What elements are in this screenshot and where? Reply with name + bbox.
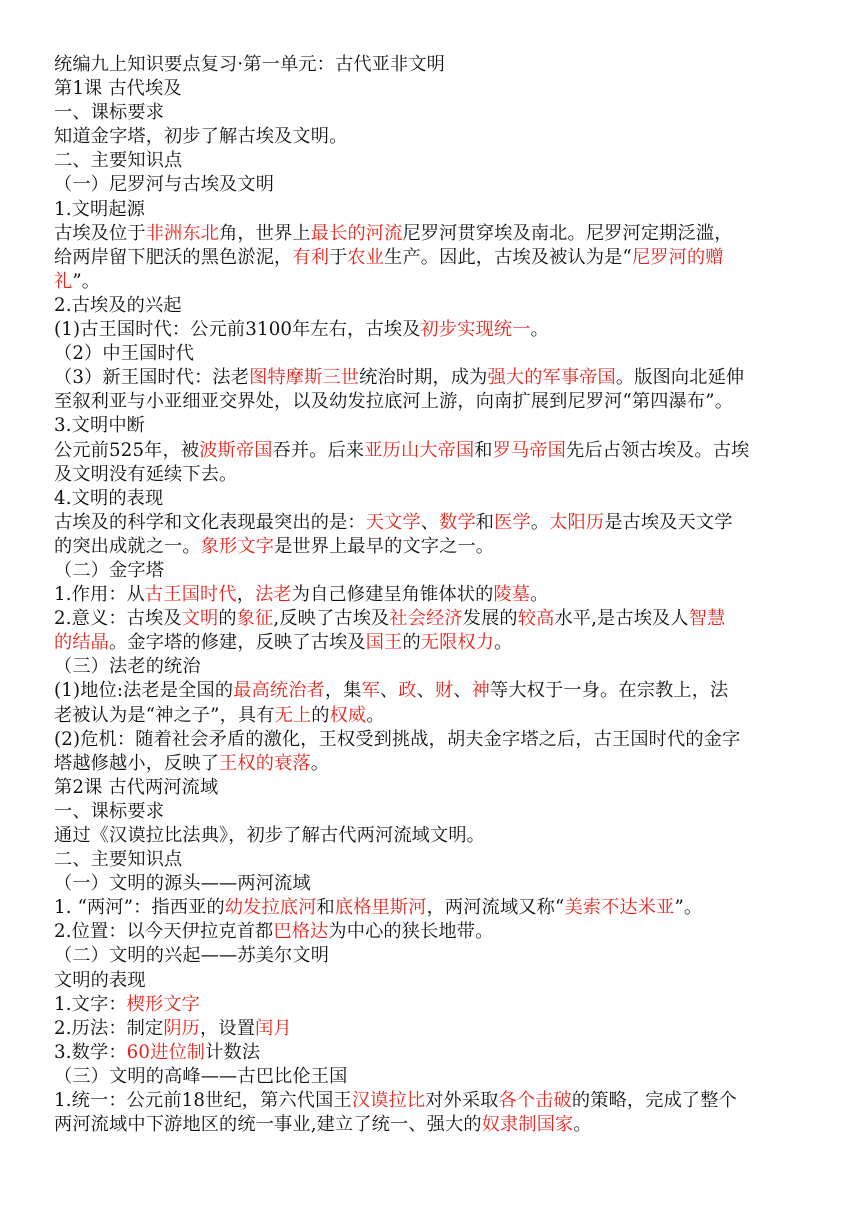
highlighted-keyword: 智慧	[688, 608, 726, 630]
highlighted-keyword: 天文学	[365, 511, 421, 533]
text-run: ”。	[72, 270, 101, 292]
highlighted-keyword: 尼罗河的赠	[631, 246, 724, 268]
highlighted-keyword: 各个击破	[498, 1090, 572, 1112]
highlighted-keyword: 神	[471, 680, 490, 702]
text-line	[54, 559, 814, 583]
text-run: 3.文明中断	[54, 415, 146, 437]
highlighted-keyword: 社会经济	[389, 608, 463, 630]
highlighted-keyword: 太阳历	[549, 511, 605, 533]
text-run: 古埃及的科学和文化表现最突出的是：	[54, 511, 366, 533]
text-run: 。	[494, 632, 513, 654]
text-line	[54, 679, 814, 703]
text-run: 等大权于一身。在宗教上，法	[490, 680, 729, 702]
text-run: 、	[453, 680, 472, 702]
text-run: 生产。因此，古埃及被认为是“	[384, 246, 632, 268]
text-line	[54, 993, 814, 1017]
highlighted-keyword: 波斯帝国	[199, 439, 273, 461]
text-run: 1. “两河”：指西亚的	[54, 897, 225, 919]
highlighted-keyword: 象征	[236, 608, 274, 630]
text-run: ，两河流域又称“	[426, 897, 565, 919]
text-line	[54, 1065, 814, 1089]
text-run: 3.数学：	[54, 1041, 127, 1063]
text-line	[54, 198, 814, 222]
text-line	[54, 920, 814, 944]
highlighted-keyword: 亚历山大帝国	[364, 439, 475, 461]
text-run: 。	[573, 1114, 592, 1136]
text-run: 塔越修越小，反映了	[54, 752, 220, 774]
highlighted-keyword: 法老	[255, 584, 292, 606]
text-line	[54, 824, 814, 848]
text-run: 尼罗河贯穿埃及南北。尼罗河定期泛滥，	[402, 222, 733, 244]
text-line	[54, 366, 814, 390]
text-run: 知道金字塔，初步了解古埃及文明。	[54, 126, 348, 148]
text-line	[54, 535, 814, 559]
highlighted-keyword: 最长的河流	[310, 222, 403, 244]
text-run: 和	[316, 897, 335, 919]
text-run: 先后占领古埃及。古埃	[566, 439, 750, 461]
text-run: 老被认为是“神之子”，具有	[54, 704, 275, 726]
text-line	[54, 1017, 814, 1041]
text-run: 为自己修建呈角锥体状的	[291, 584, 494, 606]
text-line	[54, 125, 814, 149]
text-run: 一、课标要求	[54, 102, 165, 124]
highlighted-keyword: 权威	[329, 704, 367, 726]
text-run: 第1课 古代埃及	[54, 78, 182, 100]
highlighted-keyword: 有利	[292, 246, 330, 268]
text-run: 水平,是古埃及人	[554, 608, 689, 630]
highlighted-keyword: 60进位制	[126, 1041, 206, 1063]
text-line	[54, 246, 814, 270]
highlighted-keyword: 象形文字	[200, 535, 275, 557]
text-line	[54, 752, 814, 776]
highlighted-keyword: 底格里斯河	[334, 897, 427, 919]
text-line	[54, 583, 814, 607]
highlighted-keyword: 无上	[274, 704, 312, 726]
text-line	[54, 872, 814, 896]
text-line	[54, 607, 814, 631]
text-line	[54, 222, 814, 246]
text-line	[54, 439, 814, 463]
text-run: 、	[420, 511, 440, 533]
text-run: 1.文字：	[54, 993, 127, 1015]
text-run: （三）文明的高峰——古巴比伦王国	[54, 1065, 348, 1087]
text-line	[54, 390, 814, 414]
text-line	[54, 101, 814, 125]
text-run: （一）尼罗河与古埃及文明	[54, 174, 275, 196]
text-run: 。	[366, 704, 385, 726]
text-run: 公元前525年，被	[54, 439, 200, 461]
text-line	[54, 173, 814, 197]
text-run: 发展的	[462, 608, 518, 630]
text-line	[54, 511, 814, 535]
highlighted-keyword: 无限权力	[420, 632, 495, 654]
text-run: 给两岸留下肥沃的黑色淤泥，	[54, 246, 293, 268]
text-run: 2.历法：制定	[54, 1017, 164, 1039]
text-run: 一、课标要求	[54, 800, 165, 822]
text-run: （二）金字塔	[54, 559, 165, 581]
text-run: 的	[402, 632, 421, 654]
text-run: 是世界上最早的文字之一。	[274, 535, 495, 557]
text-run: 。版图向北延伸	[615, 367, 745, 389]
text-run: 1.统一：公元前18世纪，第六代国王	[54, 1090, 352, 1112]
text-run: 对外采取	[425, 1090, 499, 1112]
text-run: 二、主要知识点	[54, 150, 183, 172]
highlighted-keyword: 数学	[439, 511, 476, 533]
text-run: ，设置	[200, 1017, 256, 1039]
text-line	[54, 1089, 814, 1113]
text-run: 和	[475, 511, 495, 533]
text-run: 为中心的狭长地带。	[328, 921, 494, 943]
text-line	[54, 969, 814, 993]
highlighted-keyword: 军	[361, 680, 380, 702]
text-run: 两河流域中下游地区的统一事业,建立了统一、强大的	[54, 1114, 482, 1136]
text-run: 及文明没有延续下去。	[54, 463, 238, 485]
text-run: 通过《汉谟拉比法典》，初步了解古代两河流域文明。	[54, 825, 486, 846]
text-run: 2.位置：以今天伊拉克首都	[54, 921, 274, 943]
text-run: 、	[379, 680, 399, 702]
highlighted-keyword: 初步实现统一	[420, 319, 531, 341]
text-run: （三）法老的统治	[54, 656, 201, 678]
highlighted-keyword: 国王	[365, 632, 403, 654]
text-run: (1)地位:法老是全国的	[54, 680, 234, 702]
highlighted-keyword: 图特摩斯三世	[249, 367, 360, 389]
highlighted-keyword: 美索不达米亚	[564, 897, 675, 919]
highlighted-keyword: 罗马帝国	[492, 439, 566, 461]
text-line	[54, 53, 814, 77]
highlighted-keyword: 陵墓	[493, 584, 531, 606]
text-run: (2)危机：随着社会矛盾的激化，王权受到挑战，胡夫金字塔之后，古王国时代的金字	[54, 728, 741, 750]
text-run: 二、主要知识点	[54, 849, 183, 871]
highlighted-keyword: 礼	[54, 270, 73, 292]
text-run: 的突出成就之一。	[54, 535, 201, 557]
text-run: 2.意义：古埃及	[54, 608, 182, 630]
text-run: 于	[329, 246, 348, 268]
highlighted-keyword: 最高统治者	[233, 680, 325, 702]
highlighted-keyword: 汉谟拉比	[351, 1090, 426, 1112]
text-run: （一）文明的源头——两河流域	[54, 873, 311, 895]
text-line	[54, 728, 814, 752]
text-run: 的	[311, 704, 330, 726]
text-line	[54, 1113, 814, 1137]
text-line	[54, 294, 814, 318]
text-line	[54, 77, 814, 101]
highlighted-keyword: 财	[434, 680, 454, 702]
text-run: 的策略，完成了整个	[571, 1090, 737, 1112]
text-run: 至叙利亚与小亚细亚交界处，以及幼发拉底河上游，向南扩展到尼罗河“第四瀑布”。	[54, 391, 734, 413]
text-run: 1.作用：从	[54, 584, 146, 606]
text-line	[54, 776, 814, 800]
text-run: 。	[530, 511, 550, 533]
highlighted-keyword: 较高	[517, 608, 555, 630]
text-line	[54, 1041, 814, 1065]
highlighted-keyword: 文明	[181, 608, 219, 630]
text-line	[54, 463, 814, 487]
highlighted-keyword: 农业	[347, 246, 385, 268]
text-run: 吞并。后来	[272, 439, 365, 461]
text-run: （二）文明的兴起——苏美尔文明	[54, 945, 330, 967]
text-line	[54, 704, 814, 728]
text-run: 2.古埃及的兴起	[54, 294, 182, 316]
text-run: (1)古王国时代：公元前3100年左右，古埃及	[54, 319, 421, 341]
text-run: ，	[236, 584, 256, 606]
text-run: 1.文明起源	[54, 198, 146, 220]
text-line	[54, 318, 814, 342]
text-run: 。	[530, 319, 549, 341]
text-run: 、	[416, 680, 435, 702]
text-line	[54, 342, 814, 366]
highlighted-keyword: 非洲东北	[145, 222, 220, 244]
text-line	[54, 848, 814, 872]
text-run: 文明的表现	[54, 969, 146, 991]
highlighted-keyword: 医学	[494, 511, 531, 533]
highlighted-keyword: 巴格达	[273, 921, 329, 943]
text-run: ,反映了古埃及	[273, 608, 390, 630]
text-run: （3）新王国时代：法老	[54, 367, 250, 389]
text-line	[54, 149, 814, 173]
text-run: （2）中王国时代	[54, 343, 195, 365]
highlighted-keyword: 奴隶制国家	[481, 1114, 574, 1136]
highlighted-keyword: 阴历	[163, 1017, 201, 1039]
text-run: 。	[310, 752, 330, 774]
highlighted-keyword: 楔形文字	[126, 993, 201, 1015]
highlighted-keyword: 的结晶	[54, 632, 110, 654]
highlighted-keyword: 强大的军事帝国	[487, 367, 616, 389]
text-line	[54, 944, 814, 968]
text-line	[54, 655, 814, 679]
text-run: 古埃及位于	[54, 222, 146, 244]
text-line	[54, 270, 814, 294]
highlighted-keyword: 幼发拉底河	[224, 897, 317, 919]
text-run: 的	[218, 608, 237, 630]
text-run: ，集	[324, 680, 362, 702]
highlighted-keyword: 闰月	[255, 1017, 292, 1039]
text-line	[54, 896, 814, 920]
text-run: 计数法	[205, 1041, 261, 1063]
text-line	[54, 414, 814, 438]
text-line	[54, 631, 814, 655]
text-run: 第2课 古代两河流域	[54, 776, 219, 798]
text-run: 统治时期，成为	[359, 367, 488, 389]
document-body	[54, 53, 814, 1137]
highlighted-keyword: 政	[398, 680, 417, 702]
text-run: 统编九上知识要点复习·第一单元：古代亚非文明	[54, 54, 446, 75]
text-run: 和	[474, 439, 493, 461]
text-run: 。金字塔的修建，反映了古埃及	[109, 632, 366, 654]
text-line	[54, 487, 814, 511]
text-run: 。	[530, 584, 549, 606]
text-line	[54, 800, 814, 824]
text-run: ”。	[674, 897, 703, 919]
highlighted-keyword: 古王国时代	[145, 584, 237, 606]
text-run: 是古埃及天文学	[604, 511, 733, 533]
highlighted-keyword: 王权的衰落	[219, 752, 311, 774]
text-run: 角，世界上	[219, 222, 311, 244]
text-run: 4.文明的表现	[54, 487, 164, 509]
